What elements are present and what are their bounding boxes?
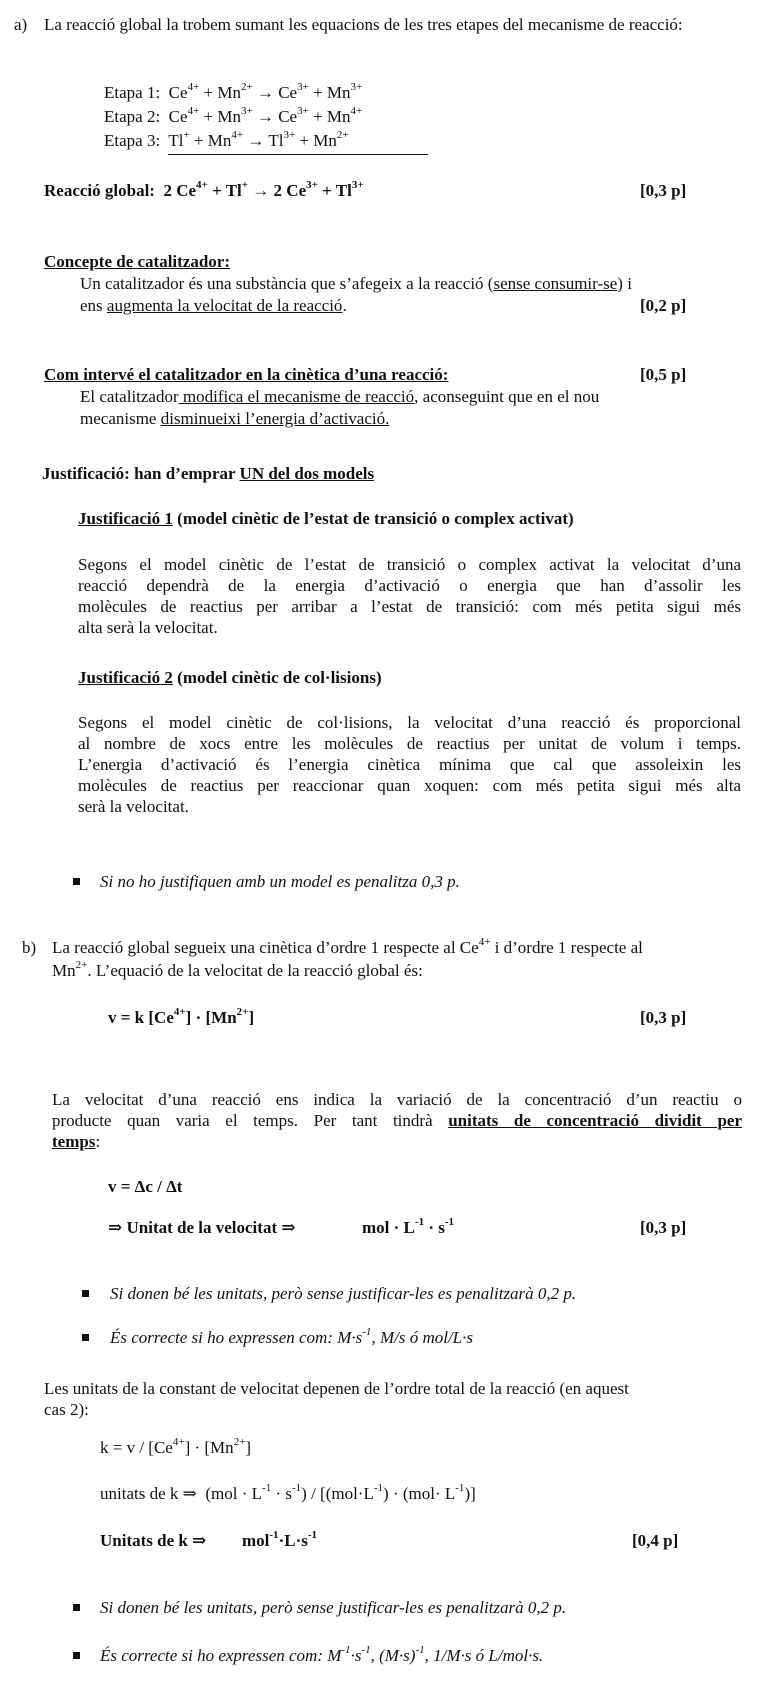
velocity-unit-points: [0,3 p] — [640, 1218, 687, 1237]
kinetics-text-line-2: mecanisme disminueixi l’energia d’activació. — [80, 409, 390, 428]
step-1-label: Etapa 1: — [104, 83, 161, 102]
catalyst-text-line-1: Un catalitzador és una substància que s’afegeix a la reacció (sense consumir-se) i — [80, 274, 632, 293]
part-b-label: b) — [22, 938, 37, 957]
part-b-note-3: Si donen bé les unitats, però sense justificar-les es penalitzarà 0,2 p. — [100, 1598, 567, 1617]
k-equation: $k = v / [Ce^{4+}] \cdot [Mn^{2+}]$ — [100, 1436, 252, 1457]
part-a-intro: La reacció global la trobem sumant les equacions de les tres etapes del mecanisme de reacció: — [44, 15, 683, 34]
part-b-note-1: Si donen bé les unitats, però sense justificar-les es penalitzarà 0,2 p. — [110, 1284, 577, 1303]
step-3-label: Etapa 3: — [104, 131, 161, 150]
k-final-label: Unitats de k ⇒ — [100, 1531, 207, 1550]
step-2: Etapa 2: $Ce^{4+} + Mn^{3+} \to Ce^{3+} + Mn^{4+}$ — [104, 105, 363, 126]
catalyst-points: [0,2 p] — [640, 296, 687, 315]
justification-1-title: Justificació 1 (model cinètic de l’estat de transició o complex activat) — [78, 509, 574, 528]
kinetics-heading: Com intervé el catalitzador en la cinètica d’una reacció: — [44, 365, 449, 384]
global-label: Reacció global: — [44, 181, 155, 200]
catalyst-text-line-2: ens augmenta la velocitat de la reacció. — [80, 296, 347, 315]
step-1: Etapa 1: $Ce^{4+} + Mn^{2+} \to Ce^{3+} + Mn^{3+}$ — [104, 81, 363, 102]
catalyst-heading: Concepte de catalitzador: — [44, 252, 231, 271]
rate-points: [0,3 p] — [640, 1008, 687, 1027]
justification-2-title: Justificació 2 (model cinètic de col·lisions) — [78, 668, 382, 687]
step-2-label: Etapa 2: — [104, 107, 161, 126]
bullet-icon — [73, 1652, 80, 1659]
bullet-icon — [73, 1604, 80, 1611]
part-b-intro-line-1: La reacció global segueix una cinètica d’ordre 1 respecte al $Ce^{4+}$ i d’ordre 1 respecte al — [52, 936, 643, 957]
velocity-unit-label: ⇒ Unitat de la velocitat ⇒ — [108, 1218, 296, 1237]
part-a-label: a) — [14, 15, 28, 34]
bullet-icon — [82, 1290, 89, 1297]
rate-equation: v = k $[Ce^{4+}] \cdot [Mn^{2+}]$ — [108, 1006, 255, 1027]
velocity-text: La velocitat d’una reacció ens indica la variació de la concentració d’un reactiu o producte quan varia el temps. Per tant tindrà unitats de concentració dividit per temps: — [52, 1090, 742, 1151]
sum-rule — [168, 154, 428, 155]
velocity-unit-value: mol · $L^{-1} \cdot s^{-1}$ — [362, 1216, 455, 1237]
bullet-icon — [82, 1334, 89, 1341]
k-final-value: $mol^{-1}\cdot L\cdot s^{-1}$ — [242, 1529, 318, 1550]
part-b-note-2: És correcte si ho expressen com: $M\cdot s^{-1}$, M/s ó mol/L·s — [110, 1326, 473, 1347]
justification-heading: Justificació: han d’emprar UN del dos models — [42, 464, 375, 483]
justification-2-text: Segons el model cinètic de col·lisions, la velocitat d’una reacció és proporcional al nombre de xocs entre les molècules de reactius per unitat de volum i temps. L’energia d’activació és l’energia cinètica mínima que cal que assoleixin les molècules de reactius per reaccionar quan xoquen: com més petita sigui més alta serà la velocitat. — [78, 713, 741, 816]
k-units-derivation: unitats de k ⇒ $(mol \cdot L^{-1} \cdot s^{-1}) / [(mol\cdot L^{-1}) \cdot (mol\cdot L^{-1})]$ — [100, 1482, 476, 1503]
kinetics-points: [0,5 p] — [640, 365, 687, 384]
k-points: [0,4 p] — [632, 1531, 679, 1550]
kinetics-text-line-1: El catalitzador modifica el mecanisme de reacció, aconseguint que en el nou — [80, 387, 600, 406]
part-b-note-4: És correcte si ho expressen com: $M^{-1}\cdot s^{-1}$, $(M\cdot s)^{-1}$, 1/M·s ó L/mol·s. — [100, 1644, 544, 1665]
bullet-icon — [73, 878, 80, 885]
part-b-intro-line-2: $Mn^{2+}$. L’equació de la velocitat de la reacció global és: — [52, 959, 423, 980]
justification-1-text: Segons el model cinètic de l’estat de transició o complex activat la velocitat d’una reacció dependrà de la energia d’activació o energia que han d’assolir les molècules de reactius per arribar a l’estat de transició: com més petita sigui més alta serà la velocitat. — [78, 555, 741, 637]
step-3: Etapa 3: $Tl^+ + Mn^{4+} \to Tl^{3+} + Mn^{2+}$ — [104, 129, 349, 150]
global-reaction: Reacció global: 2 $Ce^{4+} + Tl^+ \to 2$ $Ce^{3+} + Tl^{3+}$ — [44, 179, 364, 200]
global-points: [0,3 p] — [640, 181, 687, 200]
part-a-note: Si no ho justifiquen amb un model es penalitza 0,3 p. — [100, 872, 460, 891]
velocity-definition: v = Δc / Δt — [108, 1177, 183, 1196]
k-intro: Les unitats de la constant de velocitat depenen de l’ordre total de la reacció (en aquest cas 2): — [44, 1379, 629, 1419]
